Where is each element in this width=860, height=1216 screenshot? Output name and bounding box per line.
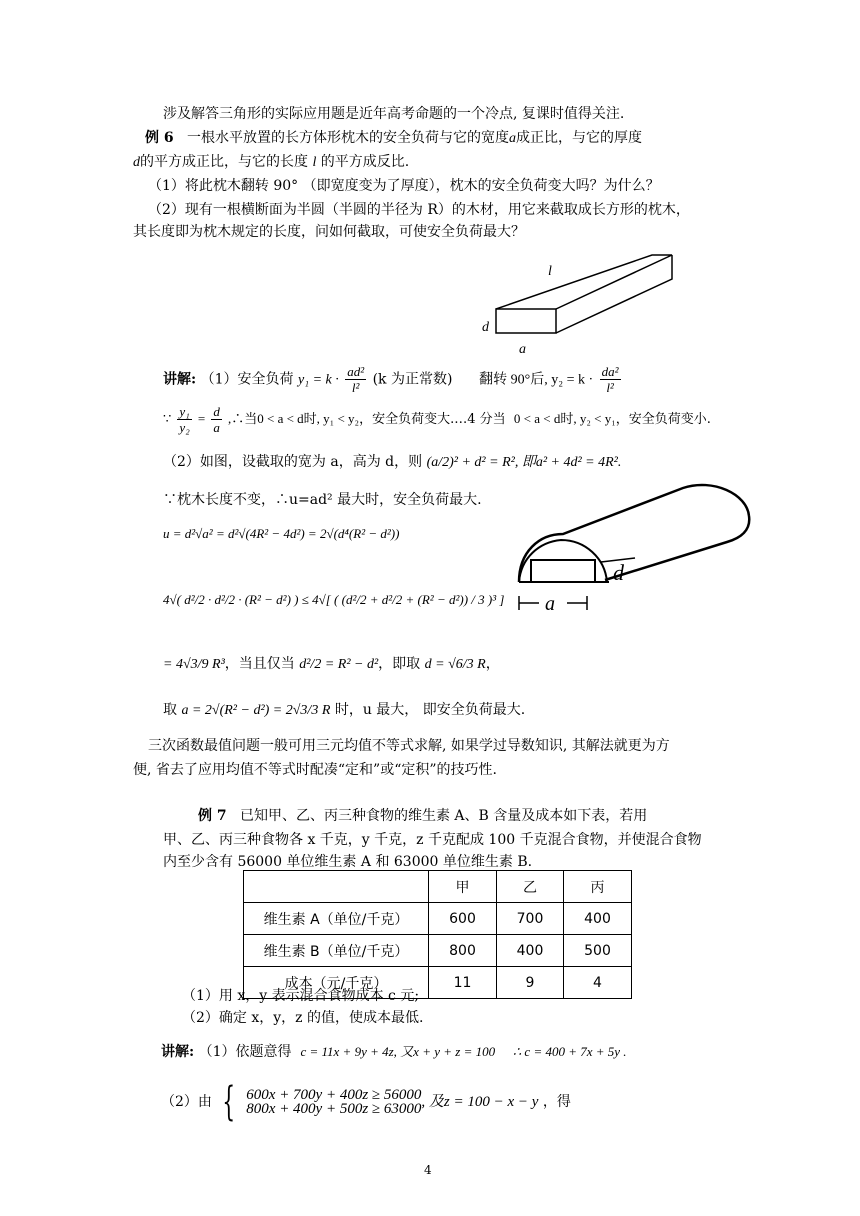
sol6-a-eq: a = 2√(R² − d²) = 2√3/3 R [181,703,331,718]
sol7-step1: （1）依题意得 [198,1044,292,1060]
sol6-result-d: d = √6/3 R [424,657,486,672]
sol6-y1-frac [345,364,366,395]
sol6-result-cond: ，当且仅当 [224,656,295,672]
sol7-step2: （2）由 [161,1094,212,1110]
sol6-ratio-den: y₂ [179,420,190,435]
sol6-result-cond-eq: d²/2 = R² − d² [299,657,379,672]
sol6-cond1: ,∴当0 < a < d时, y₁ < y₂ [227,411,360,426]
sol6-res2: ，安全负荷变小. [615,412,711,427]
table-cell: 700 [497,903,564,935]
example7-line1 [198,806,647,826]
example7-q1: （1）用 x，y 表示混合食物成本 c 元; [182,988,420,1004]
table-cell: 4 [564,967,632,999]
example6-line1 [145,128,642,149]
fig2-label-a: a [545,593,555,615]
sol6-line2 [163,404,711,435]
sol6-inequality: 4√( d²/2 · d²/2 · (R² − d²) ) ≤ 4√[ ( (d²/2 + d²/2 + (R² − d²)) / 3 )³ ] [163,592,505,607]
table-header-row [244,871,632,903]
system-brace: { [222,1079,236,1125]
sol6-y2-frac [600,364,621,395]
table-cell: 维生素 B（单位/千克） [244,935,429,967]
sol6-a-line [163,700,525,721]
sol6-note-line2: 便, 省去了应用均值不等式时配凑“定和”或“定积”的技巧性. [133,762,497,778]
example7-line3: 内至少含有 56000 单位维生素 A 和 63000 单位维生素 B. [163,854,533,870]
sol6-a-tail: 时，u 最大， 即安全负荷最大. [334,702,526,718]
beam-figure [470,245,690,365]
table-cell: 800 [429,935,497,967]
example7-line2: 甲、乙、丙三种食物各 x 千克，y 千克，z 千克配成 100 千克混合食物，并使混合食物 [163,832,702,848]
sol7-system-eq2: 800x + 400y + 500z ≥ 63000 [246,1101,422,1117]
sol6-step2: （2）如图，设截取的宽为 a，高为 d，则 [163,454,423,470]
log-figure [505,470,755,620]
table-row [244,903,632,935]
table-header-cell: 丙 [564,871,632,903]
sol6-eq: = [197,411,206,426]
table-header-cell [244,871,429,903]
sol6-res1: ，安全负荷变大.…4 分当 [359,412,506,427]
sol6-ratio-num: y₁ [179,404,190,419]
table-cell: 维生素 A（单位/千克） [244,903,429,935]
sol7-line1 [161,1042,627,1062]
intro-paragraph: 涉及解答三角形的实际应用题是近年高考命题的一个冷点, 复课时值得关注. [163,106,625,122]
sol6-line4: ∵枕木长度不变，∴u=ad² 最大时，安全负荷最大. [163,492,482,508]
sol6-k-note: (k 为正常数) [372,371,453,388]
sol6-take-a: 取 [163,702,177,718]
sol6-line1 [163,364,623,395]
sol7-step2-tail: , 及z = 100 − x − y [421,1094,539,1110]
table-cell: 9 [497,967,564,999]
example6-text2: 的平方成正比，与它的长度 [140,154,308,170]
sol7-step2-end: ，得 [542,1094,571,1110]
sol6-result-line [163,654,500,675]
sol7-system [246,1088,421,1116]
table-cell: 400 [497,935,564,967]
sol6-result-value: = 4√3/9 R³ [163,657,225,672]
fig1-label-l: l [548,264,552,279]
fig2-label-d: d [613,560,624,585]
sol6-note-line1: 三次函数最值问题一般可用三元均值不等式求解, 如果学过导数知识, 其解法就更为方 [148,738,670,754]
table-header-cell: 乙 [497,871,564,903]
table-cell: 11 [429,967,497,999]
sol6-because: ∵ [163,412,172,427]
example6-text1: 一根水平放置的长方体形枕木的安全负荷与它的宽度 [186,130,509,146]
sol6-result-comma: ， [485,656,500,672]
sol6-step1: （1）安全负荷 [200,371,294,388]
sol6-y1-den: l² [351,380,360,395]
sol6-y2-den: l² [606,380,614,395]
sol6-y1-num: ad² [347,364,365,379]
sol6-cond2: 0 < a < d时, y₂ < y₁ [513,411,616,426]
sol6-ratio2-frac [211,404,222,435]
page-number: 4 [424,1163,432,1177]
table-cell: 500 [564,935,632,967]
example7-label: 例 7 [198,808,227,824]
example6-text2b: 的平方成反比. [320,154,410,170]
table-cell: 600 [429,903,497,935]
var-a: a [508,131,516,146]
sol6-flip: 翻转 90°后, y₂ = k · [479,372,594,388]
sol6-result-take: ，即取 [378,656,421,672]
table-cell: 成本（元/千克） [244,967,429,999]
sol6-ratio2-num: d [213,404,220,419]
sol7-step1-eq: c = 11x + 9y + 4z, 又x + y + z = 100 [300,1044,496,1059]
sol7-label: 讲解: [161,1044,195,1060]
example6-q2-line1: （2）现有一根横断面为半圆（半圆的半径为 R）的木材，用它来截取成长方形的枕木， [148,202,690,218]
sol7-system-eq1: 600x + 700y + 400z ≥ 56000 [246,1087,422,1103]
sol6-y1-eq: y₁ = k · [298,372,339,388]
table-cell: 400 [564,903,632,935]
var-d: d [133,155,140,170]
example6-label: 例 6 [145,130,174,146]
sol7-step1-result: ∴ c = 400 + 7x + 5y . [512,1044,627,1059]
sol6-step2-eq: (a/2)² + d² = R², 即a² + 4d² = 4R². [426,455,622,470]
example7-q2: （2）确定 x，y，z 的值，使成本最低. [182,1010,424,1026]
example6-line2 [133,152,409,173]
sol6-ratio-frac [177,404,191,435]
example6-text1b: 成正比，与它的厚度 [515,130,642,146]
var-l: l [312,155,317,170]
example6-q2-line2: 其长度即为枕木规定的长度，问如何截取，可使安全负荷最大？ [133,224,525,240]
sol6-u-eq: u = d²√a² = d²√(4R² − 4d²) = 2√(d⁴(R² − d²)) [163,526,400,541]
table-row [244,935,632,967]
sol7-line2 [161,1079,571,1125]
sol6-ratio2-den: a [213,420,220,435]
table-header-cell: 甲 [429,871,497,903]
sol6-y2-num: da² [601,364,619,379]
example6-q1: （1）将此枕木翻转 90° （即宽度变为了厚度），枕木的安全负荷变大吗？为什么？ [148,178,660,194]
vitamin-table [243,870,632,999]
fig1-label-a: a [519,342,526,357]
fig1-label-d: d [482,320,489,335]
sol6-label: 讲解: [163,371,197,388]
example7-text1: 已知甲、乙、丙三种食物的维生素 A、B 含量及成本如下表，若用 [239,808,648,824]
